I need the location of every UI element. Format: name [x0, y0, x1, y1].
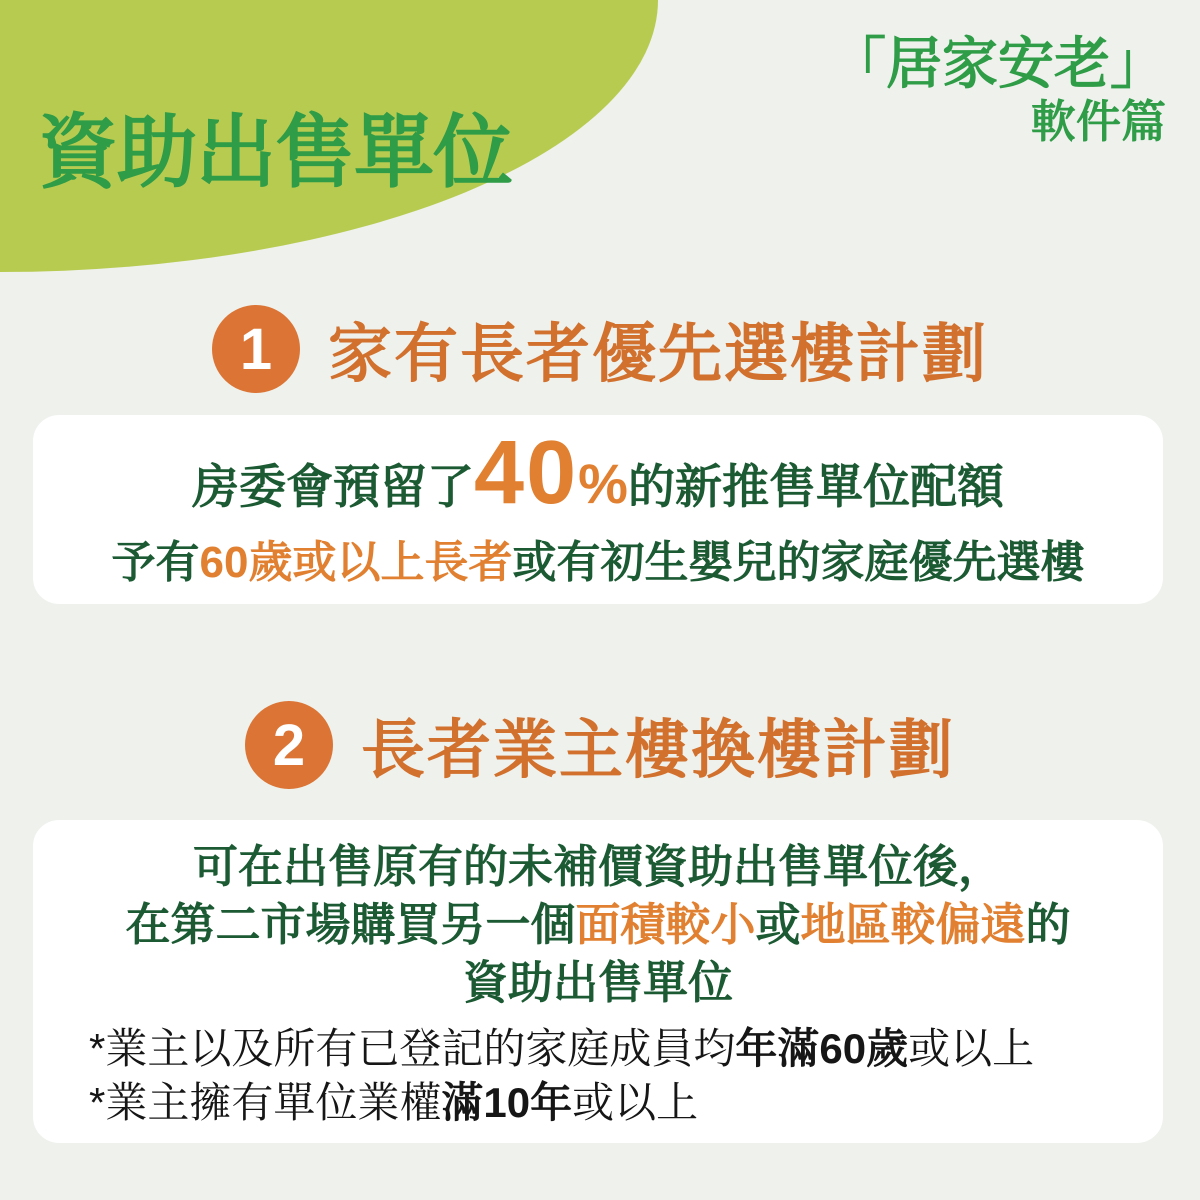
- card1-line2-suffix: 或有初生嬰兒的家庭優先選樓: [512, 538, 1085, 587]
- page-title: 資助出售單位: [38, 108, 512, 197]
- card1-line1-prefix: 房委會預留了: [192, 460, 475, 513]
- footnote-1: [89, 1022, 1163, 1076]
- card1-line2-prefix: 予有: [111, 538, 200, 587]
- card2-line3: 資助出售單位: [462, 957, 733, 1008]
- section-2-number-badge: 2: [245, 701, 333, 789]
- card1-age-highlight: 60歲或以上長者: [199, 538, 513, 587]
- footnote-2-suffix: 或以上: [572, 1079, 699, 1126]
- card1-quota-number: 40: [474, 423, 579, 523]
- footnote-1-age-bold: 年滿60歲: [735, 1025, 909, 1072]
- card2-line2-suffix: 的: [1025, 899, 1071, 950]
- card2-line2-prefix: 在第二市場購買另一個: [125, 899, 576, 950]
- section-2-heading: 長者業主樓換樓計劃: [361, 714, 955, 786]
- card1-percent-sign: %: [578, 452, 628, 515]
- section-1-heading-row: [0, 303, 1200, 395]
- card2-line2-mid: 或: [755, 899, 801, 950]
- card1-line1: [33, 425, 1163, 535]
- tagline-line1: 「居家安老」: [830, 32, 1166, 95]
- footnote-2-years-bold: 滿10年: [441, 1079, 573, 1126]
- section-2-card: [33, 820, 1163, 1143]
- section-2-heading-row: [0, 699, 1200, 791]
- program-tagline: [830, 32, 1166, 148]
- section-1-heading: 家有長者優先選樓計劃: [328, 318, 988, 390]
- card2-location-highlight: 地區較偏遠: [800, 899, 1026, 950]
- section-1-number-badge: 1: [212, 305, 300, 393]
- section-1-card: [33, 415, 1163, 604]
- card1-line1-suffix: 的新推售單位配額: [627, 460, 1004, 513]
- footnote-1-prefix: *業主以及所有已登記的家庭成員均: [89, 1025, 736, 1072]
- card2-line1: 可在出售原有的未補價資助出售單位後，: [192, 841, 1003, 892]
- footnote-2: [89, 1076, 1163, 1130]
- footnote-1-suffix: 或以上: [908, 1025, 1035, 1072]
- card2-footnotes: [33, 1022, 1163, 1130]
- card1-line2: [33, 535, 1163, 591]
- card2-line2: [33, 896, 1163, 954]
- card2-size-highlight: 面積較小: [575, 899, 756, 950]
- footnote-2-prefix: *業主擁有單位業權: [89, 1079, 442, 1126]
- card2-body: [33, 838, 1163, 1012]
- tagline-line2: 軟件篇: [1030, 96, 1166, 148]
